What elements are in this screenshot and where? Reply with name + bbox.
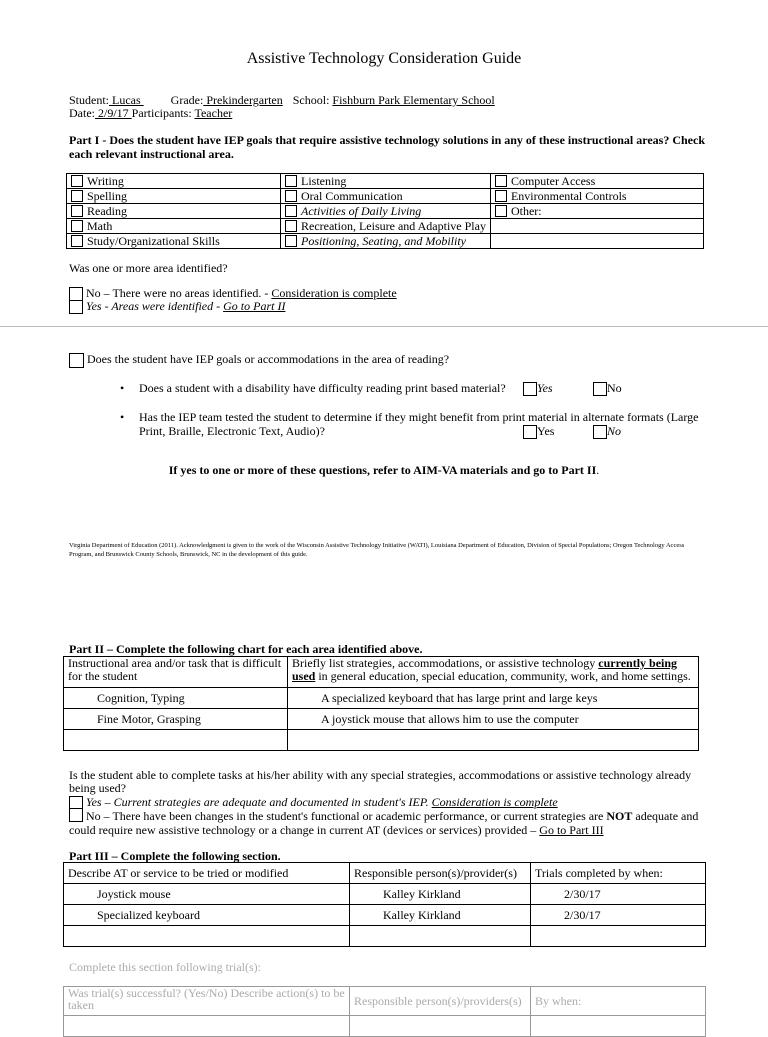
header-text: Responsible person(s)/provider(s) xyxy=(354,866,517,880)
area-cell xyxy=(490,219,703,234)
header-text: Briefly list strategies, accommodations, or assistive technology xyxy=(292,656,599,670)
area-label: Positioning, Seating, and Mobility xyxy=(301,234,466,248)
table-header-row xyxy=(64,863,706,884)
checkbox[interactable] xyxy=(593,382,607,396)
area-cell[interactable] xyxy=(490,204,703,219)
area-cell[interactable] xyxy=(67,204,281,219)
cell-text: 2/30/17 xyxy=(564,887,601,901)
no-areas-text: No – There were no areas identified. - xyxy=(86,286,272,300)
area-cell[interactable] xyxy=(281,189,491,204)
part1-heading: Part I - Does the student have IEP goals that require assistive technology solutions in any of these instructional areas? Check each relevant instructional area. xyxy=(69,133,706,161)
table-row xyxy=(64,926,706,947)
area-label: Reading xyxy=(87,204,127,218)
area-cell[interactable] xyxy=(281,219,491,234)
not-adequate-text-2: adequate and could require new assistive technology or a change in current AT (devices or services) provided – xyxy=(69,809,699,837)
yes-areas-text: Yes - Areas were identified - xyxy=(86,299,224,313)
bullet2-yes[interactable] xyxy=(523,424,554,439)
page-title: Assistive Technology Consideration Guide xyxy=(246,50,522,67)
table-cell[interactable] xyxy=(350,884,531,905)
ability-question: Is the student able to complete tasks at his/her ability with any special strategies, accommodations or assistive technology already being used? xyxy=(69,768,692,795)
school-label: School: xyxy=(292,93,330,107)
area-label: Environmental Controls xyxy=(510,189,627,203)
adequate-text: Yes – Current strategies are adequate and documented in student's IEP. xyxy=(86,795,432,809)
trial-results-table xyxy=(63,986,706,1037)
no-label: No xyxy=(607,381,622,395)
checkbox[interactable] xyxy=(285,175,297,187)
table-row xyxy=(64,905,706,926)
not-adequate-text: No – There have been changes in the student's functional or academic performance, or current strategies are xyxy=(86,809,607,823)
table-row xyxy=(67,189,704,204)
area-label: Math xyxy=(87,219,113,233)
header-text: Instructional area and/or task that is difficult for the student xyxy=(68,656,282,683)
area-cell[interactable] xyxy=(281,174,491,189)
bullet1-yes[interactable] xyxy=(523,381,553,396)
part3-heading: Part III – Complete the following section. xyxy=(69,849,281,863)
area-label: Oral Communication xyxy=(301,189,403,203)
table-cell[interactable] xyxy=(64,688,288,709)
checkbox[interactable] xyxy=(523,382,537,396)
date-label: Date: xyxy=(69,106,95,120)
area-cell[interactable] xyxy=(67,174,281,189)
cell-text: Joystick mouse xyxy=(97,887,171,901)
consideration-complete-link[interactable]: Consideration is complete xyxy=(431,795,558,809)
checkbox[interactable] xyxy=(495,205,507,217)
area-cell[interactable] xyxy=(67,189,281,204)
table-row xyxy=(64,1016,706,1037)
checkbox[interactable] xyxy=(71,220,83,232)
go-to-part3-link[interactable]: Go to Part III xyxy=(539,823,604,837)
header-text: Was trial(s) successful? (Yes/No) Describe action(s) to be taken xyxy=(68,986,345,1012)
student-label: Student: xyxy=(69,93,110,107)
date-line xyxy=(69,106,232,121)
header-cell xyxy=(350,863,531,884)
table-cell[interactable] xyxy=(64,730,288,751)
header-cell xyxy=(64,863,350,884)
area-cell xyxy=(490,234,703,249)
consideration-complete-link[interactable]: Consideration is complete xyxy=(271,286,397,300)
trial-note: Complete this section following trial(s): xyxy=(69,960,261,974)
cell-text: Specialized keyboard xyxy=(97,908,200,922)
checkbox[interactable] xyxy=(285,220,297,232)
table-header-row xyxy=(64,987,706,1016)
grade-label: Grade: xyxy=(170,93,204,107)
yes-areas-option[interactable] xyxy=(69,299,285,314)
cell-text: Kalley Kirkland xyxy=(383,908,461,922)
not-emphasis: NOT xyxy=(606,809,633,823)
yes-label: Yes xyxy=(537,381,553,395)
header-cell xyxy=(64,657,288,688)
table-cell[interactable] xyxy=(64,884,350,905)
cell-text: Kalley Kirkland xyxy=(383,887,461,901)
area-cell[interactable] xyxy=(281,204,491,219)
area-label: Spelling xyxy=(87,189,128,203)
area-label: Listening xyxy=(301,174,347,188)
table-row xyxy=(64,730,699,751)
table-cell[interactable] xyxy=(531,1016,706,1037)
table-cell[interactable] xyxy=(288,709,699,730)
citation: Virginia Department of Education (2011). Acknowledgment is given to the work of the Wisconsin Assistive Technology Initiative (WATI), Louisiana Department of Education, Division of Special Populations; Oregon Technology Access Program, and Brunswick County Schools, Brunswick, NC in the development of this guide. xyxy=(69,542,685,558)
reading-question-text: Does the student have IEP goals or accommodations in the area of reading? xyxy=(87,352,450,366)
area-label: Activities of Daily Living xyxy=(301,204,422,218)
part3-table xyxy=(63,862,706,947)
cell-text: A specialized keyboard that has large print and large keys xyxy=(321,691,598,705)
cell-text: Fine Motor, Grasping xyxy=(97,712,201,726)
checkbox[interactable] xyxy=(71,175,83,187)
checkbox[interactable] xyxy=(71,205,83,217)
header-text: Describe AT or service to be tried or modified xyxy=(68,866,289,880)
checkbox[interactable] xyxy=(71,190,83,202)
table-cell[interactable] xyxy=(350,905,531,926)
area-label: Study/Organizational Skills xyxy=(87,234,220,248)
checkbox[interactable] xyxy=(71,235,83,247)
checkbox[interactable] xyxy=(285,235,297,247)
bullet-dot: • xyxy=(120,410,125,424)
yes-label: Yes xyxy=(537,424,555,438)
date-value: 2/9/17 xyxy=(95,106,132,120)
part2-table xyxy=(63,656,699,751)
cell-text: A joystick mouse that allows him to use the computer xyxy=(321,712,579,726)
checkbox[interactable] xyxy=(69,808,83,822)
bullet-dot: • xyxy=(120,381,125,395)
grade-value: Prekindergarten xyxy=(203,93,283,107)
area-cell[interactable] xyxy=(490,189,703,204)
participants-value: Teacher xyxy=(194,106,233,120)
checkbox[interactable] xyxy=(523,425,537,439)
go-to-part2-link[interactable]: Go to Part II xyxy=(223,299,286,313)
header-cell xyxy=(350,987,531,1016)
not-adequate-option[interactable] xyxy=(69,808,699,837)
table-cell[interactable] xyxy=(288,688,699,709)
checkbox[interactable] xyxy=(69,300,83,314)
table-header-row xyxy=(64,657,699,688)
table-cell[interactable] xyxy=(64,709,288,730)
checkbox[interactable] xyxy=(593,425,607,439)
table-row xyxy=(67,234,704,249)
checkbox[interactable] xyxy=(69,353,84,368)
bullet1-text: Does a student with a disability have difficulty reading print based material? xyxy=(139,381,506,395)
student-name: Lucas xyxy=(109,93,144,107)
table-cell[interactable] xyxy=(64,905,350,926)
cell-text: 2/30/17 xyxy=(564,908,601,922)
bullet2-text: Has the IEP team tested the student to determine if they might benefit from print material in alternate formats (Large Print, Braille, Electronic Text, Audio)? xyxy=(139,410,699,438)
area-label: Writing xyxy=(87,174,124,188)
bullet1-no[interactable] xyxy=(593,381,622,396)
no-label: No xyxy=(607,424,622,438)
table-cell[interactable] xyxy=(288,730,699,751)
part2-heading: Part II – Complete the following chart for each area identified above. xyxy=(69,642,423,656)
header-cell xyxy=(64,987,350,1016)
header-text: Trials completed by when: xyxy=(535,866,663,880)
header-cell xyxy=(288,657,699,688)
header-emphasis: currently being used xyxy=(292,656,678,683)
reading-question[interactable] xyxy=(69,352,449,368)
header-text: Responsible person(s)/providers(s) xyxy=(354,993,522,1008)
table-cell[interactable] xyxy=(64,1016,350,1037)
area-label: Recreation, Leisure and Adaptive Play xyxy=(301,219,486,233)
aim-va-instruction: If yes to one or more of these questions, refer to AIM-VA materials and go to Part II. xyxy=(168,463,600,477)
header-cell xyxy=(531,987,706,1016)
header-cell xyxy=(531,863,706,884)
table-row xyxy=(64,884,706,905)
checkbox[interactable] xyxy=(285,190,297,202)
table-cell[interactable] xyxy=(64,926,350,947)
table-cell[interactable] xyxy=(350,1016,531,1037)
header-text: in general education, special education, community, work, and home settings. xyxy=(315,669,691,683)
area-cell[interactable] xyxy=(281,234,491,249)
table-row xyxy=(67,204,704,219)
checkbox[interactable] xyxy=(495,175,507,187)
aim-va-text: If yes to one or more of these questions, refer to AIM-VA materials and go to Part II xyxy=(168,463,597,477)
area-cell[interactable] xyxy=(67,219,281,234)
table-row xyxy=(67,219,704,234)
area-cell[interactable] xyxy=(490,174,703,189)
table-row xyxy=(64,688,699,709)
areas-question: Was one or more area identified? xyxy=(69,261,228,275)
instructional-areas-table xyxy=(66,173,704,249)
table-cell[interactable] xyxy=(350,926,531,947)
area-label: Computer Access xyxy=(510,174,596,188)
area-cell[interactable] xyxy=(67,234,281,249)
page-divider xyxy=(0,326,768,327)
school-value: Fishburn Park Elementary School xyxy=(332,93,495,107)
checkbox[interactable] xyxy=(285,205,297,217)
table-row xyxy=(64,709,699,730)
header-text: By when: xyxy=(535,993,582,1008)
table-cell[interactable] xyxy=(531,884,706,905)
table-row xyxy=(67,174,704,189)
bullet2-no[interactable] xyxy=(593,424,621,439)
area-label: Other: xyxy=(510,204,542,218)
table-cell[interactable] xyxy=(531,926,706,947)
cell-text: Cognition, Typing xyxy=(97,691,185,705)
table-cell[interactable] xyxy=(531,905,706,926)
participants-label: Participants: xyxy=(131,106,192,120)
checkbox[interactable] xyxy=(495,190,507,202)
